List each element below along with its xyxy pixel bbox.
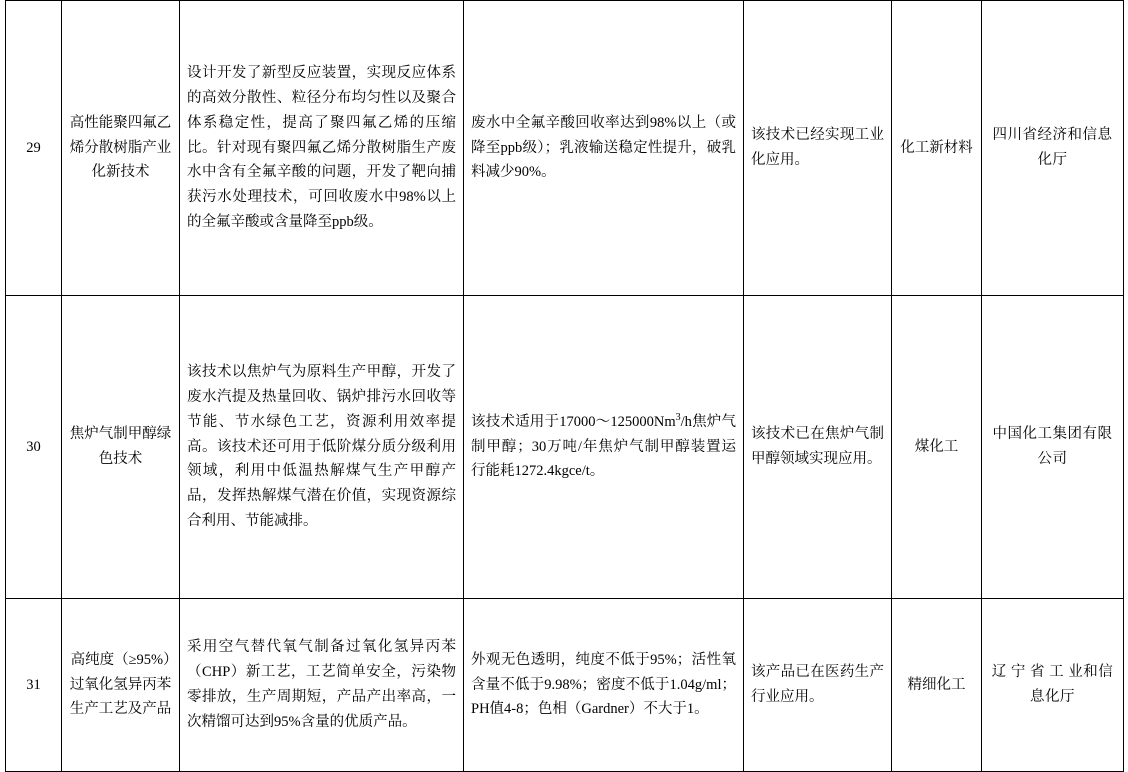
technical-indicators <box>464 296 744 599</box>
recommending-organization: 四川省经济和信息化厅 <box>982 1 1124 296</box>
technology-description: 设计开发了新型反应装置，实现反应体系的高效分散性、粒径分布均匀性以及聚合体系稳定性，提高了聚四氟乙烯的压缩比。针对现有聚四氟乙烯分散树脂生产废水中含有全氟辛酸的问题，开发了靶向捕获污水处理技术，可回收废水中98%以上的全氟辛酸或含量降至ppb级。 <box>180 1 464 296</box>
table-row <box>6 599 1124 772</box>
indicator-text-pre: 该技术适用于17000～125000Nm <box>471 413 676 430</box>
application-status: 该技术已在焦炉气制甲醇领域实现应用。 <box>744 296 892 599</box>
technology-name: 焦炉气制甲醇绿色技术 <box>62 296 180 599</box>
technology-description: 该技术以焦炉气为原料生产甲醇，开发了废水汽提及热量回收、锅炉排污水回收等节能、节水绿色工艺，资源利用效率提高。该技术还可用于低阶煤分质分级利用领域，利用中低温热解煤气生产甲醇产品，发挥热解煤气潜在价值，实现资源综合利用、节能减排。 <box>180 296 464 599</box>
technology-name: 高性能聚四氟乙烯分散树脂产业化新技术 <box>62 1 180 296</box>
technology-description: 采用空气替代氧气制备过氧化氢异丙苯（CHP）新工艺，工艺简单安全，污染物零排放，生产周期短，产品产出率高，一次精馏可达到95%含量的优质产品。 <box>180 599 464 772</box>
industry-field: 煤化工 <box>892 296 982 599</box>
industry-field: 化工新材料 <box>892 1 982 296</box>
indicator-superscript: 3 <box>675 411 681 423</box>
industry-field: 精细化工 <box>892 599 982 772</box>
technology-name: 高纯度（≥95%）过氧化氢异丙苯生产工艺及产品 <box>62 599 180 772</box>
table-row <box>6 296 1124 599</box>
technology-catalog-table <box>5 0 1124 772</box>
recommending-organization: 中国化工集团有限公司 <box>982 296 1124 599</box>
technical-indicators: 废水中全氟辛酸回收率达到98%以上（或降至ppb级）；乳液输送稳定性提升，破乳料减少90%。 <box>464 1 744 296</box>
indicator-text-post: /h焦炉气制甲醇；30万吨/年焦炉气制甲醇装置运行能耗1272.4kgce/t。 <box>471 413 737 480</box>
application-status: 该技术已经实现工业化应用。 <box>744 1 892 296</box>
row-index: 31 <box>6 599 62 772</box>
table-row <box>6 1 1124 296</box>
recommending-organization: 辽 宁 省 工 业和信息化厅 <box>982 599 1124 772</box>
technical-indicators: 外观无色透明，纯度不低于95%；活性氧含量不低于9.98%；密度不低于1.04g/ml；PH值4-8；色相（Gardner）不大于1。 <box>464 599 744 772</box>
application-status: 该产品已在医药生产行业应用。 <box>744 599 892 772</box>
row-index: 30 <box>6 296 62 599</box>
row-index: 29 <box>6 1 62 296</box>
